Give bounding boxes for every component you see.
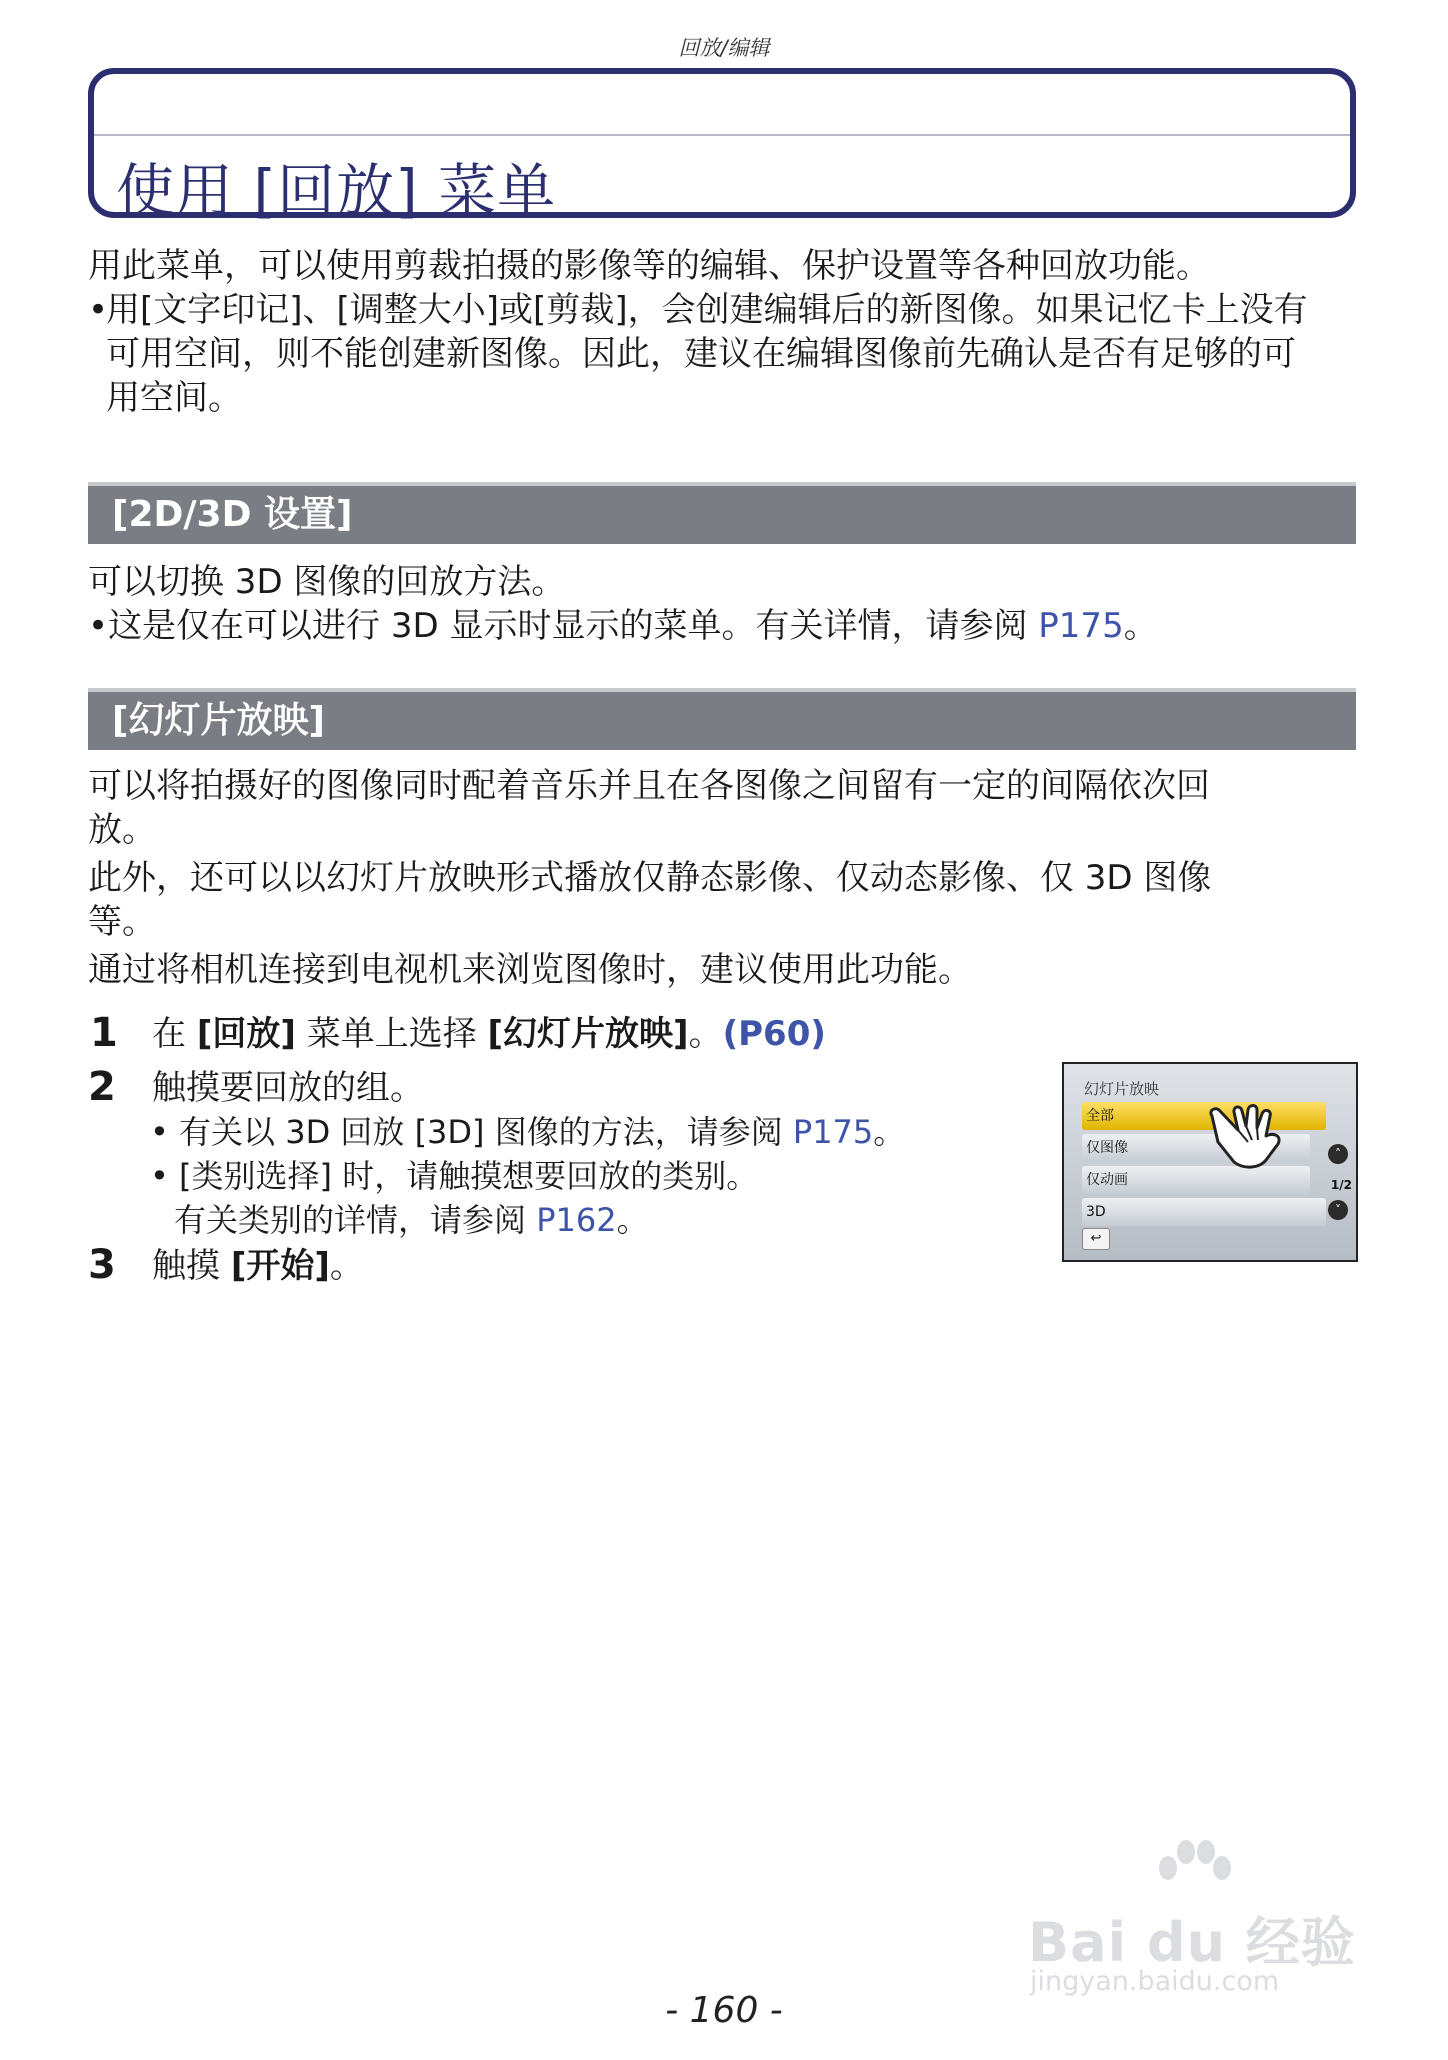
step-3-text: 触摸 [开始]。 [152, 1246, 364, 1286]
step-number: 1 [90, 1010, 118, 1056]
camera-screen-illustration [1062, 1062, 1358, 1262]
step-2-sub: • [类别选择] 时，请触摸想要回放的类别。 [150, 1157, 759, 1195]
step-number: 3 [88, 1242, 116, 1288]
intro-note-line: 用[文字印记]、[调整大小]或[剪裁]，会创建编辑后的新图像。如果记忆卡上没有 [106, 290, 1308, 330]
paw-logo-icon [1148, 1838, 1238, 1908]
step-2-text: 触摸要回放的组。 [152, 1068, 424, 1108]
intro-text: 用此菜单，可以使用剪裁拍摄的影像等的编辑、保护设置等各种回放功能。 [88, 246, 1210, 286]
slideshow-text: 放。 [88, 810, 156, 850]
menu-ref-playback: [回放] [196, 1014, 296, 1054]
screen-item-videos[interactable]: 仅动画 [1082, 1166, 1310, 1194]
screen-title: 幻灯片放映 [1084, 1080, 1160, 1098]
step-number: 2 [88, 1064, 116, 1110]
page-title: 使用 [回放] 菜单 [116, 157, 557, 225]
intro-note-line: 用空间。 [106, 378, 242, 418]
title-box [88, 68, 1356, 225]
section-2d3d-text: 可以切换 3D 图像的回放方法。 [88, 562, 566, 602]
chevron-down-icon[interactable]: ˅ [1328, 1200, 1348, 1220]
note-text: 这是仅在可以进行 3D 显示时显示的菜单。有关详情，请参阅 [108, 606, 1039, 646]
breadcrumb: 回放/编辑 [678, 36, 770, 60]
section-heading-2d3d: [2D/3D 设置] [88, 482, 1356, 544]
return-icon[interactable]: ↩ [1082, 1228, 1110, 1250]
screen-page-indicator: 1/2 [1330, 1178, 1352, 1192]
bullet: • [88, 290, 109, 330]
page-link-p175[interactable]: P175 [792, 1113, 874, 1151]
note-suffix: 。 [1123, 606, 1158, 646]
screen-item-3d[interactable]: 3D [1082, 1198, 1326, 1226]
bullet: • [88, 606, 109, 646]
menu-ref-start: [开始] [230, 1246, 330, 1286]
page-link-p60[interactable]: (P60) [722, 1014, 826, 1054]
slideshow-text: 可以将拍摄好的图像同时配着音乐并且在各图像之间留有一定的间隔依次回 [88, 766, 1210, 806]
slideshow-text: 此外，还可以以幻灯片放映形式播放仅静态影像、仅动态影像、仅 3D 图像 [88, 858, 1212, 898]
hand-pointer-icon [1204, 1102, 1314, 1172]
baidu-watermark [1028, 1838, 1368, 1998]
section-2d3d-note [88, 604, 1158, 648]
intro-note-line: 可用空间，则不能创建新图像。因此，建议在编辑图像前先确认是否有足够的可 [106, 334, 1296, 374]
title-divider [94, 134, 1350, 136]
step-1-text: 在 [回放] 菜单上选择 [幻灯片放映]。(P60) [152, 1014, 826, 1054]
page-number: - 160 - [665, 1990, 783, 2031]
page-link-p162[interactable]: P162 [536, 1201, 617, 1239]
chevron-up-icon[interactable]: ˄ [1328, 1144, 1348, 1164]
slideshow-text: 等。 [88, 902, 156, 942]
page-link-p175[interactable]: P175 [1038, 606, 1124, 646]
menu-ref-slideshow: [幻灯片放映] [487, 1014, 689, 1054]
step-2-sub: • 有关以 3D 回放 [3D] 图像的方法，请参阅 P175。 [150, 1113, 906, 1151]
watermark-url: jingyan.baidu.com [1030, 1966, 1280, 1997]
screen-item-all[interactable]: 全部 [1082, 1102, 1326, 1130]
watermark-brand: Bai du 经验 [1028, 1911, 1356, 1974]
screen-item-images[interactable]: 仅图像 [1082, 1134, 1310, 1162]
slideshow-text: 通过将相机连接到电视机来浏览图像时，建议使用此功能。 [88, 950, 972, 990]
step-2-sub: 有关类别的详情，请参阅 P162。 [174, 1201, 649, 1239]
section-heading-slideshow: [幻灯片放映] [88, 688, 1356, 750]
